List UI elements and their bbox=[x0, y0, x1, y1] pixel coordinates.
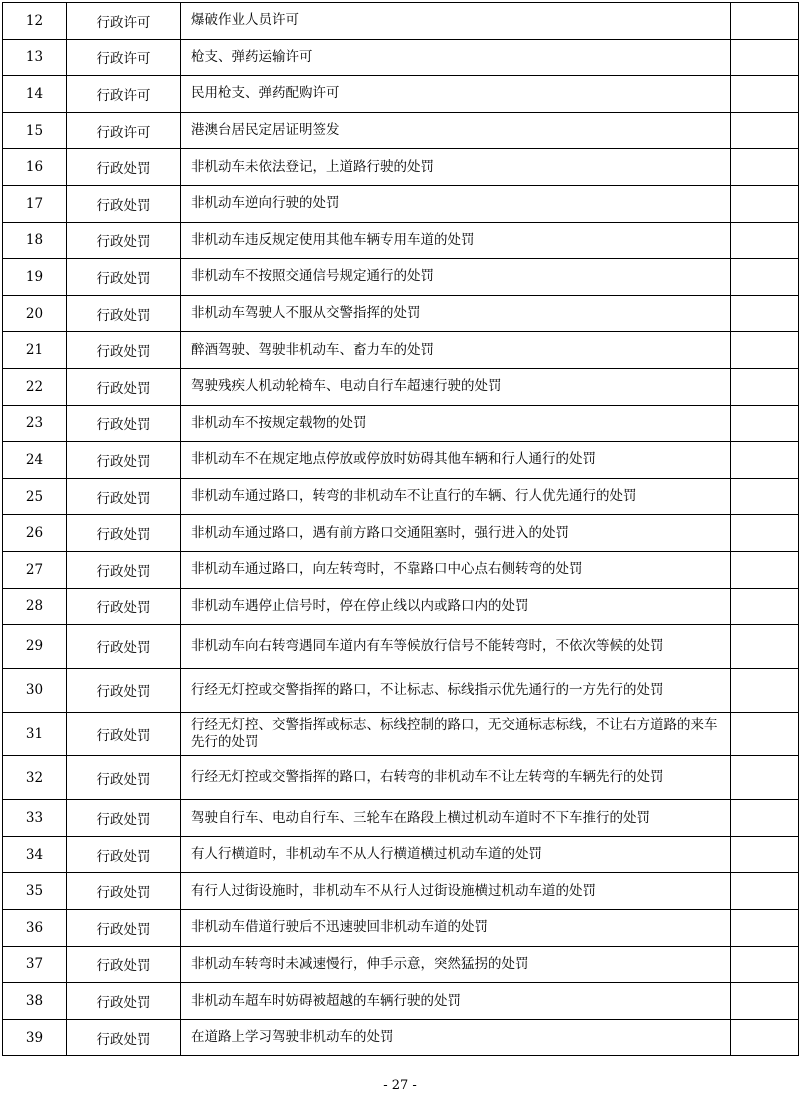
row-remark bbox=[731, 836, 799, 873]
row-item-name: 非机动车未依法登记，上道路行驶的处罚 bbox=[181, 149, 731, 186]
row-category: 行政处罚 bbox=[67, 1019, 181, 1056]
row-item-name: 行经无灯控或交警指挥的路口，不让标志、标线指示优先通行的一方先行的处罚 bbox=[181, 668, 731, 712]
row-number: 32 bbox=[3, 756, 67, 800]
table-row bbox=[3, 625, 799, 669]
row-item-name: 非机动车向右转弯遇同车道内有车等候放行信号不能转弯时，不依次等候的处罚 bbox=[181, 625, 731, 669]
row-number: 30 bbox=[3, 668, 67, 712]
row-category: 行政处罚 bbox=[67, 836, 181, 873]
row-category: 行政处罚 bbox=[67, 259, 181, 296]
row-number: 33 bbox=[3, 800, 67, 837]
table-row bbox=[3, 259, 799, 296]
table-row bbox=[3, 800, 799, 837]
row-item-name: 爆破作业人员许可 bbox=[181, 3, 731, 40]
row-remark bbox=[731, 442, 799, 479]
row-number: 12 bbox=[3, 3, 67, 40]
row-number: 37 bbox=[3, 946, 67, 983]
table-row bbox=[3, 836, 799, 873]
row-category: 行政处罚 bbox=[67, 368, 181, 405]
table-row bbox=[3, 668, 799, 712]
row-number: 19 bbox=[3, 259, 67, 296]
row-number: 14 bbox=[3, 76, 67, 113]
row-category: 行政处罚 bbox=[67, 185, 181, 222]
table-row bbox=[3, 983, 799, 1020]
row-remark bbox=[731, 910, 799, 947]
row-number: 25 bbox=[3, 478, 67, 515]
row-category: 行政处罚 bbox=[67, 873, 181, 910]
row-category: 行政处罚 bbox=[67, 588, 181, 625]
table-row bbox=[3, 295, 799, 332]
row-remark bbox=[731, 405, 799, 442]
row-remark bbox=[731, 551, 799, 588]
row-number: 18 bbox=[3, 222, 67, 259]
table-row bbox=[3, 515, 799, 552]
row-remark bbox=[731, 712, 799, 756]
row-category: 行政处罚 bbox=[67, 405, 181, 442]
row-remark bbox=[731, 332, 799, 369]
item-table-body bbox=[3, 3, 799, 1056]
row-number: 27 bbox=[3, 551, 67, 588]
row-item-name: 非机动车通过路口，转弯的非机动车不让直行的车辆、行人优先通行的处罚 bbox=[181, 478, 731, 515]
row-category: 行政处罚 bbox=[67, 222, 181, 259]
row-category: 行政处罚 bbox=[67, 295, 181, 332]
table-row bbox=[3, 442, 799, 479]
row-remark bbox=[731, 983, 799, 1020]
row-item-name: 港澳台居民定居证明签发 bbox=[181, 112, 731, 149]
row-item-name: 驾驶残疾人机动轮椅车、电动自行车超速行驶的处罚 bbox=[181, 368, 731, 405]
table-row bbox=[3, 149, 799, 186]
row-category: 行政处罚 bbox=[67, 983, 181, 1020]
row-category: 行政处罚 bbox=[67, 442, 181, 479]
row-item-name: 行经无灯控或交警指挥的路口，右转弯的非机动车不让左转弯的车辆先行的处罚 bbox=[181, 756, 731, 800]
row-category: 行政许可 bbox=[67, 112, 181, 149]
table-row bbox=[3, 3, 799, 40]
table-row bbox=[3, 112, 799, 149]
row-category: 行政处罚 bbox=[67, 551, 181, 588]
row-item-name: 民用枪支、弹药配购许可 bbox=[181, 76, 731, 113]
row-item-name: 非机动车通过路口，遇有前方路口交通阻塞时，强行进入的处罚 bbox=[181, 515, 731, 552]
row-category: 行政处罚 bbox=[67, 668, 181, 712]
row-item-name: 行经无灯控、交警指挥或标志、标线控制的路口，无交通标志标线，不让右方道路的来车先行的处罚 bbox=[181, 712, 731, 756]
row-remark bbox=[731, 515, 799, 552]
row-category: 行政处罚 bbox=[67, 515, 181, 552]
row-remark bbox=[731, 756, 799, 800]
row-number: 17 bbox=[3, 185, 67, 222]
row-number: 35 bbox=[3, 873, 67, 910]
table-row bbox=[3, 588, 799, 625]
item-table bbox=[2, 2, 799, 1056]
row-item-name: 在道路上学习驾驶非机动车的处罚 bbox=[181, 1019, 731, 1056]
row-remark bbox=[731, 295, 799, 332]
row-number: 29 bbox=[3, 625, 67, 669]
row-number: 34 bbox=[3, 836, 67, 873]
table-row bbox=[3, 405, 799, 442]
row-number: 39 bbox=[3, 1019, 67, 1056]
row-item-name: 非机动车借道行驶后不迅速驶回非机动车道的处罚 bbox=[181, 910, 731, 947]
row-remark bbox=[731, 39, 799, 76]
row-category: 行政处罚 bbox=[67, 946, 181, 983]
row-remark bbox=[731, 368, 799, 405]
row-item-name: 非机动车不在规定地点停放或停放时妨碍其他车辆和行人通行的处罚 bbox=[181, 442, 731, 479]
row-item-name: 非机动车超车时妨碍被超越的车辆行驶的处罚 bbox=[181, 983, 731, 1020]
table-row bbox=[3, 332, 799, 369]
row-category: 行政处罚 bbox=[67, 800, 181, 837]
row-remark bbox=[731, 185, 799, 222]
row-number: 15 bbox=[3, 112, 67, 149]
row-number: 38 bbox=[3, 983, 67, 1020]
row-item-name: 驾驶自行车、电动自行车、三轮车在路段上横过机动车道时不下车推行的处罚 bbox=[181, 800, 731, 837]
row-item-name: 醉酒驾驶、驾驶非机动车、畜力车的处罚 bbox=[181, 332, 731, 369]
table-row bbox=[3, 222, 799, 259]
table-row bbox=[3, 712, 799, 756]
row-item-name: 非机动车通过路口，向左转弯时，不靠路口中心点右侧转弯的处罚 bbox=[181, 551, 731, 588]
row-item-name: 非机动车违反规定使用其他车辆专用车道的处罚 bbox=[181, 222, 731, 259]
table-row bbox=[3, 478, 799, 515]
row-category: 行政处罚 bbox=[67, 756, 181, 800]
row-category: 行政处罚 bbox=[67, 712, 181, 756]
row-number: 28 bbox=[3, 588, 67, 625]
row-number: 22 bbox=[3, 368, 67, 405]
row-number: 13 bbox=[3, 39, 67, 76]
row-item-name: 非机动车驾驶人不服从交警指挥的处罚 bbox=[181, 295, 731, 332]
row-number: 36 bbox=[3, 910, 67, 947]
row-item-name: 有人行横道时，非机动车不从人行横道横过机动车道的处罚 bbox=[181, 836, 731, 873]
row-item-name: 非机动车转弯时未减速慢行，伸手示意，突然猛拐的处罚 bbox=[181, 946, 731, 983]
row-category: 行政处罚 bbox=[67, 625, 181, 669]
row-category: 行政处罚 bbox=[67, 478, 181, 515]
row-number: 24 bbox=[3, 442, 67, 479]
row-remark bbox=[731, 3, 799, 40]
table-row bbox=[3, 368, 799, 405]
row-item-name: 非机动车不按规定载物的处罚 bbox=[181, 405, 731, 442]
row-category: 行政处罚 bbox=[67, 332, 181, 369]
table-row bbox=[3, 185, 799, 222]
row-number: 16 bbox=[3, 149, 67, 186]
row-remark bbox=[731, 76, 799, 113]
table-row bbox=[3, 756, 799, 800]
page-number: - 27 - bbox=[383, 1078, 417, 1093]
row-category: 行政处罚 bbox=[67, 149, 181, 186]
row-category: 行政处罚 bbox=[67, 910, 181, 947]
table-row bbox=[3, 1019, 799, 1056]
table-row bbox=[3, 946, 799, 983]
row-category: 行政许可 bbox=[67, 76, 181, 113]
row-number: 20 bbox=[3, 295, 67, 332]
table-row bbox=[3, 873, 799, 910]
table-row bbox=[3, 76, 799, 113]
row-number: 31 bbox=[3, 712, 67, 756]
row-remark bbox=[731, 588, 799, 625]
row-number: 26 bbox=[3, 515, 67, 552]
row-remark bbox=[731, 800, 799, 837]
row-item-name: 有行人过街设施时，非机动车不从行人过街设施横过机动车道的处罚 bbox=[181, 873, 731, 910]
row-remark bbox=[731, 625, 799, 669]
row-remark bbox=[731, 478, 799, 515]
row-remark bbox=[731, 946, 799, 983]
row-remark bbox=[731, 112, 799, 149]
row-item-name: 枪支、弹药运输许可 bbox=[181, 39, 731, 76]
row-category: 行政许可 bbox=[67, 39, 181, 76]
row-number: 21 bbox=[3, 332, 67, 369]
row-number: 23 bbox=[3, 405, 67, 442]
table-row bbox=[3, 910, 799, 947]
row-category: 行政许可 bbox=[67, 3, 181, 40]
row-remark bbox=[731, 668, 799, 712]
table-row bbox=[3, 551, 799, 588]
row-remark bbox=[731, 149, 799, 186]
row-item-name: 非机动车遇停止信号时，停在停止线以内或路口内的处罚 bbox=[181, 588, 731, 625]
table-row bbox=[3, 39, 799, 76]
row-item-name: 非机动车不按照交通信号规定通行的处罚 bbox=[181, 259, 731, 296]
row-remark bbox=[731, 222, 799, 259]
row-remark bbox=[731, 873, 799, 910]
row-remark bbox=[731, 259, 799, 296]
row-item-name: 非机动车逆向行驶的处罚 bbox=[181, 185, 731, 222]
row-remark bbox=[731, 1019, 799, 1056]
